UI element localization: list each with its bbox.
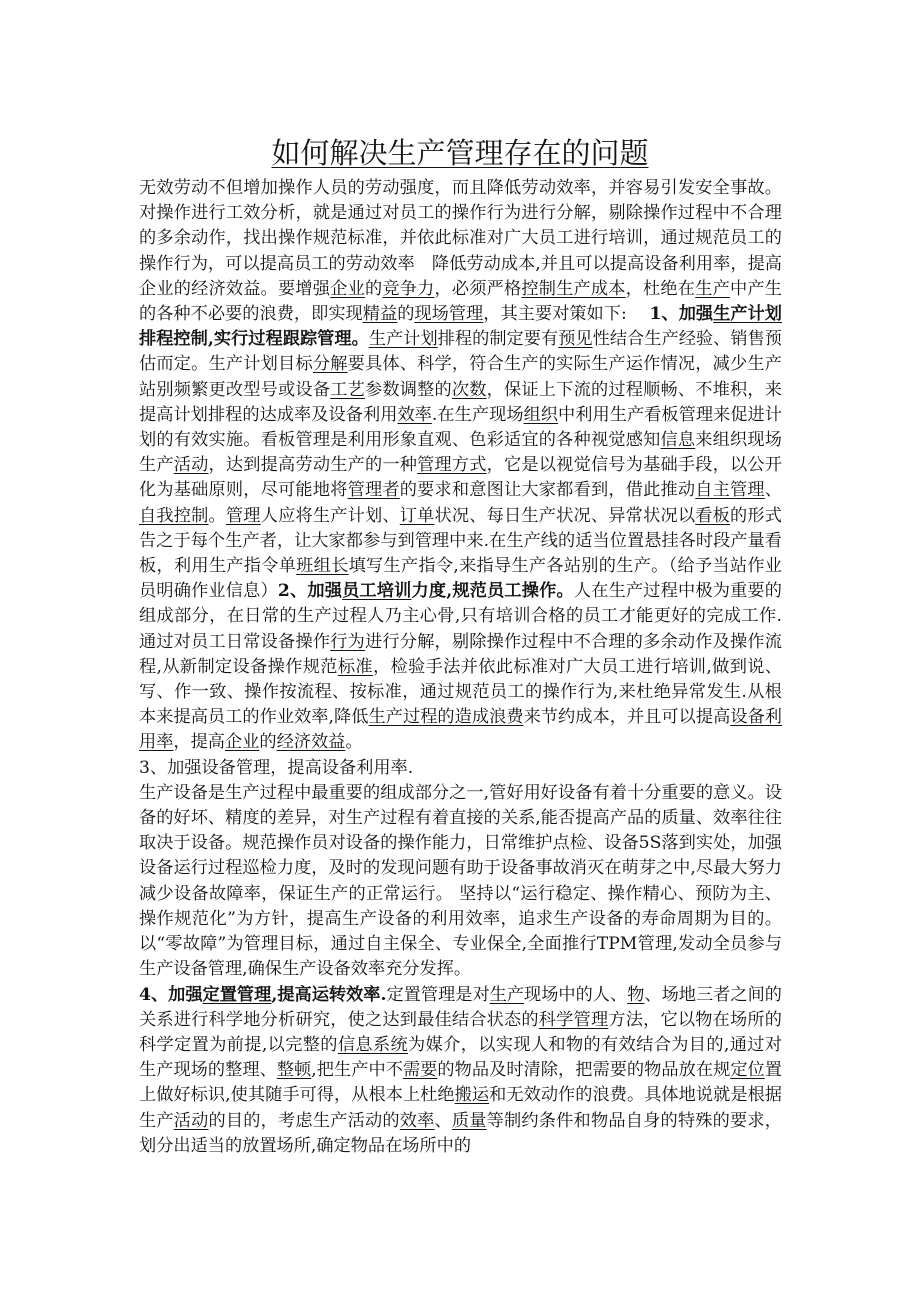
- body-text: 要具体、科学，符合生产的实际生产运作情况，减少生产站别频繁更改型号或设备: [139, 354, 782, 400]
- underlined-term: 班组长: [296, 556, 349, 577]
- body-text: 性结合生产经验、销售预估而定。生产计划目标: [139, 329, 782, 375]
- body-text: 等制约条件和物品自身的特殊的要求，划分出适当的放置场所,确定物品在场所中的: [139, 1110, 782, 1156]
- body-text: 为媒介，以实现人和物的有效结合为目的,通过对生产现场的整理、: [139, 1034, 782, 1081]
- underlined-term: 效率: [399, 1110, 435, 1131]
- paragraph-2-heading: 3、加强设备管理，提高设备利用率.: [139, 757, 414, 778]
- body-text: 、: [434, 1110, 452, 1131]
- underlined-term: 生产: [695, 278, 730, 299]
- bold-heading-text: 力度,规范员工操作。: [411, 581, 574, 602]
- body-text: 排程的制定要有: [437, 329, 559, 350]
- body-text: 的要求和意图让大家都看到，借此推动: [399, 480, 696, 501]
- body-text: 无效劳动不但增加操作人员的劳动强度，而且降低劳动效率，并容易引发安全事故。对操作进行工效分析，就是通过对员工的操作行为进行分解，剔除操作过程中不合理的多余动作，找出操作规范标准，并依此标准对广大员工进行培训，通过规范员工的操作行为，可以提高员工的劳动效率 降低劳动成本,并且可以提高设备利用率，提高企业的经济效益。要增强: [139, 178, 782, 299]
- body-text: ，必须严格: [434, 278, 522, 299]
- underlined-term: 管理者: [347, 480, 400, 501]
- body-text: 方法，它以物在场所的科学定置为前提,以完整的: [139, 1009, 782, 1055]
- underlined-term: 控制生产成本: [521, 278, 626, 299]
- body-text: 、场地三者之间的关系进行科学地分析研究，使之达到最佳结合状态的: [139, 984, 782, 1030]
- body-text: 中产生的各种不必要的浪费，即实现: [139, 278, 782, 325]
- body-text: 中利用生产看板管理来促进计划的有效实施。看板管理是利用形象直观、色彩适宜的各种视觉感知: [139, 404, 782, 451]
- body-text: 进行分解，剔除操作过程中不合理的多余动作及操作流程,从新制定设备操作规范: [139, 631, 782, 677]
- body-text: 来组织现场生产: [139, 430, 782, 476]
- underlined-term: 订单: [399, 505, 435, 526]
- paragraph-4: [139, 983, 782, 1159]
- body-text: 的: [397, 304, 415, 325]
- underlined-term: 分解: [312, 354, 348, 375]
- body-text: 来节约成本，并且可以提高: [523, 707, 731, 728]
- body-text: 人在生产过程中极为重要的组成部分，在日常的生产过程人乃主心骨,只有培训合格的员工才能更好的完成工作.通过对员工日常设备操作: [139, 581, 782, 652]
- underlined-term: 预见: [558, 329, 593, 350]
- body-text: 的物品及时清除，把需要的物品放在规: [437, 1060, 731, 1081]
- underlined-term: 需要: [402, 1060, 438, 1081]
- body-text: ，杜绝在: [625, 278, 696, 299]
- underlined-term: 现场管理: [414, 304, 484, 325]
- body-text: 。: [208, 505, 226, 526]
- underlined-term: 生产计划: [368, 329, 438, 350]
- underlined-term: 效率: [397, 404, 432, 425]
- underlined-term: 竞争力: [382, 278, 435, 299]
- bold-heading-text: 4、加强: [139, 984, 203, 1005]
- underlined-term: 整顿: [276, 1060, 312, 1081]
- body-text: 的目的，考虑生产活动的: [208, 1110, 400, 1131]
- body-text: ，它是以视觉信号为基础手段，以公开化为基础原则，尽可能地将: [139, 455, 782, 501]
- underlined-term: 经济效益: [276, 732, 346, 753]
- underlined-term: 设备利用率: [139, 707, 782, 753]
- underlined-term: 管理方式: [417, 455, 487, 476]
- underlined-term: 看板: [695, 505, 730, 526]
- underlined-term: 活动: [173, 1110, 209, 1131]
- underlined-term: 行为: [330, 631, 365, 652]
- body-text: 和无效动作的浪费。具体地说就是根据生产: [139, 1085, 782, 1131]
- underlined-term: 质量: [451, 1110, 487, 1131]
- body-text: ，保证上下流的过程顺畅、不堆积，来提高计划排程的达成率及设备利用: [139, 379, 782, 425]
- body-text: ，检验手法并依此标准对广大员工进行培训,做到说、写、作一致、操作按流程、按标准，通过规范员工的操作行为,来杜绝异常发生.从根本来提高员工的作业效率,降低: [139, 656, 782, 728]
- underlined-term: 信息系统: [337, 1034, 409, 1055]
- underlined-term: 物: [627, 984, 645, 1005]
- underlined-term: 信息: [660, 430, 696, 451]
- bold-heading-text: 2、加强: [277, 581, 343, 602]
- underlined-term: 工艺: [330, 379, 365, 400]
- underlined-term: 次数: [451, 379, 487, 400]
- body-text: 填写生产指令,来指导生产各站别的生产。（给予当站作业员明确作业信息）: [139, 556, 782, 602]
- body-text: ，其主要对策如下:: [483, 304, 650, 325]
- underlined-term: 自主管理: [695, 480, 765, 501]
- document-body: [139, 176, 782, 1159]
- underlined-term: 定位: [730, 1060, 765, 1081]
- underlined-term: 生产计划: [713, 304, 782, 325]
- underlined-term: 科学管理: [538, 1009, 609, 1030]
- body-text: 的: [259, 732, 277, 753]
- underlined-term: 组织: [523, 404, 559, 425]
- body-text: 现场中的人、: [524, 984, 628, 1005]
- underlined-term: 标准: [337, 656, 373, 677]
- underlined-term: 搬运: [454, 1085, 490, 1106]
- underlined-term: 定置管理: [202, 984, 272, 1005]
- body-text: 的形式告之于每个生产者，让大家都参与到管理中来.在生产线的适当位置悬挂各时段产量看板，利用生产指令单: [139, 505, 782, 577]
- paragraph-1: [139, 176, 782, 756]
- underlined-term: 企业: [224, 732, 260, 753]
- underlined-term: 生产: [489, 984, 525, 1005]
- body-text: 定置管理是对: [386, 984, 490, 1005]
- body-text: 置上做好标识,使其随手可得，从根本上杜绝: [139, 1060, 782, 1106]
- body-text: 参数调整的: [364, 379, 452, 400]
- underlined-term: 管理: [225, 505, 261, 526]
- page-title: 如何解决生产管理存在的问题: [271, 136, 649, 171]
- body-text: ,把生产中不: [311, 1060, 403, 1081]
- body-text: 、: [764, 480, 782, 501]
- underlined-term: 精益: [362, 304, 398, 325]
- underlined-term: 活动: [173, 455, 209, 476]
- bold-heading-text: 1、加强: [649, 304, 714, 325]
- bold-heading-text: 排程控制,实行过程跟踪管理。: [139, 329, 369, 350]
- bold-heading-text: ,提高运转效率.: [271, 984, 387, 1005]
- body-text: ，提高: [173, 732, 225, 753]
- body-text: 。: [345, 732, 363, 753]
- body-text: 的: [364, 278, 383, 299]
- body-text: 状况、每日生产状况、异常状况以: [434, 505, 696, 526]
- paragraph-3: 生产设备是生产过程中最重要的组成部分之一,管好用好设备有着十分重要的意义。设备的好坏、精度的差异，对生产过程有着直接的关系,能否提高产品的质量、效率往往取决于设备。规范操作员对设备的操作能力，日常维护点检、设备5S落到实处，加强设备运行过程巡检力度，及时的发现问题有助于设备事故消灭在萌芽之中,尽最大努力减少设备故障率，保证生产的正常运行。 坚持以“运行稳定、操作精心、预防为主、操作规范化”为方针，提高生产设备的利用效率，追求生产设备的寿命周期为目的。以“零故障”为管理目标，通过自主保全、专业保全,全面推行TPM管理,发动全员参与生产设备管理,确保生产设备效率充分发挥。: [139, 782, 782, 980]
- underlined-term: 企业: [330, 278, 365, 299]
- underlined-term: 自我控制: [139, 505, 209, 526]
- underlined-term: 员工培训: [342, 581, 412, 602]
- body-text: 人应将生产计划、: [260, 505, 400, 526]
- body-text: .在生产现场: [431, 404, 524, 425]
- underlined-term: 生产过程的造成浪费: [368, 707, 524, 728]
- body-text: ，达到提高劳动生产的一种: [208, 455, 418, 476]
